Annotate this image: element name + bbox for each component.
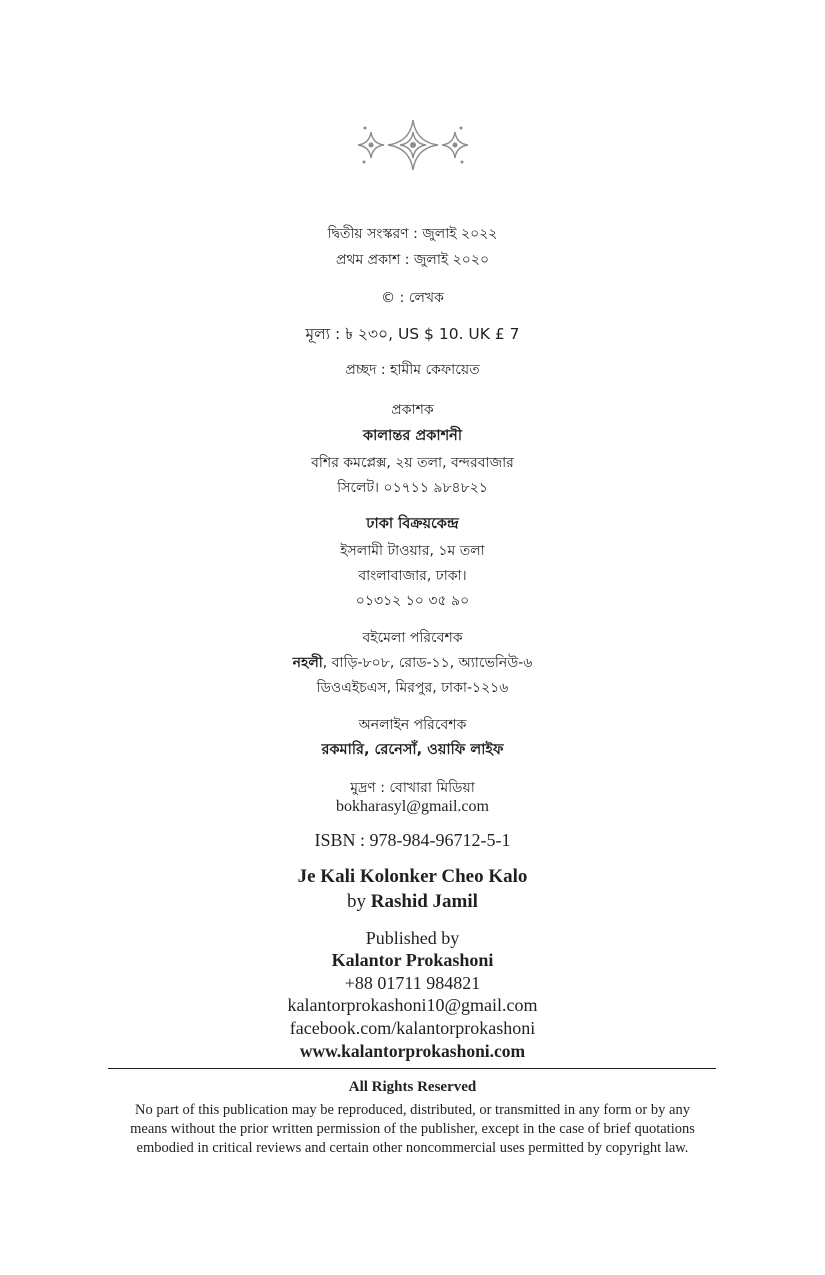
publisher-address-2: সিলেট। ০১৭১১ ৯৮৪৮২১ xyxy=(337,480,488,496)
rights-title: All Rights Reserved xyxy=(348,1079,477,1095)
publisher-name: কালান্তর প্রকাশনী xyxy=(363,428,462,444)
cover-designer: প্রচ্ছদ : হামীম কেফায়েত xyxy=(345,362,480,378)
book-fair-address-1 xyxy=(0,651,825,675)
second-edition: দ্বিতীয় সংস্করণ : জুলাই ২০২২ xyxy=(327,226,498,242)
dhaka-center-address-1: ইসলামী টাওয়ার, ১ম তলা xyxy=(340,543,485,559)
book-fair-heading: বইমেলা পরিবেশক xyxy=(362,630,463,646)
by-prefix: by xyxy=(347,891,371,912)
copyright-line: © : লেখক xyxy=(381,290,444,306)
book-title: Je Kali Kolonker Cheo Kalo xyxy=(297,866,528,887)
publisher-email-en: kalantorprokashoni10@gmail.com xyxy=(287,995,538,1015)
book-fair-name: নহলী xyxy=(292,655,323,671)
publisher-address-1: বশির কমপ্লেক্স, ২য় তলা, বন্দরবাজার xyxy=(311,455,514,471)
isbn: ISBN : 978-984-96712-5-1 xyxy=(314,830,511,850)
dhaka-center-phone: ০১৩১২ ১০ ৩৫ ৯০ xyxy=(355,593,470,609)
publisher-website: www.kalantorprokashoni.com xyxy=(299,1041,526,1061)
sparkle-ornament-icon xyxy=(358,118,468,172)
publisher-phone-en: +88 01711 984821 xyxy=(344,973,481,993)
rights-line-1: No part of this publication may be reproduced, distributed, or transmitted in any form or by any xyxy=(135,1102,690,1118)
publisher-name-en: Kalantor Prokashoni xyxy=(331,950,494,970)
rights-line-2: means without the prior written permission of the publisher, except in the case of brief quotations xyxy=(130,1121,695,1137)
publisher-heading: প্রকাশক xyxy=(391,402,434,418)
published-by: Published by xyxy=(365,928,460,948)
author-name: Rashid Jamil xyxy=(370,891,478,912)
online-heading: অনলাইন পরিবেশক xyxy=(358,717,467,733)
printer-email: bokharasyl@gmail.com xyxy=(336,798,489,815)
dhaka-center-address-2: বাংলাবাজার, ঢাকা। xyxy=(358,568,467,584)
price-line: মূল্য : ৳ ২৩০, US $ 10. UK £ 7 xyxy=(305,325,520,343)
divider xyxy=(108,1068,716,1069)
printer-line: মুদ্রণ : বোখারা মিডিয়া xyxy=(350,780,475,796)
rights-line-3: embodied in critical reviews and certain other noncommercial uses permitted by copyright law. xyxy=(136,1140,689,1156)
book-fair-address-rest: , বাড়ি-৮০৮, রোড-১১, অ্যাভেনিউ-৬ xyxy=(322,655,533,671)
online-distributors: রকমারি, রেনেসাঁ, ওয়াফি লাইফ xyxy=(321,742,504,758)
author-line xyxy=(0,891,825,913)
dhaka-center-heading: ঢাকা বিক্রয়কেন্দ্র xyxy=(366,516,459,532)
book-fair-address-2: ডিওএইচএস, মিরপুর, ঢাকা-১২১৬ xyxy=(316,680,509,696)
first-edition: প্রথম প্রকাশ : জুলাই ২০২০ xyxy=(335,252,490,268)
publisher-facebook: facebook.com/kalantorprokashoni xyxy=(289,1018,536,1038)
